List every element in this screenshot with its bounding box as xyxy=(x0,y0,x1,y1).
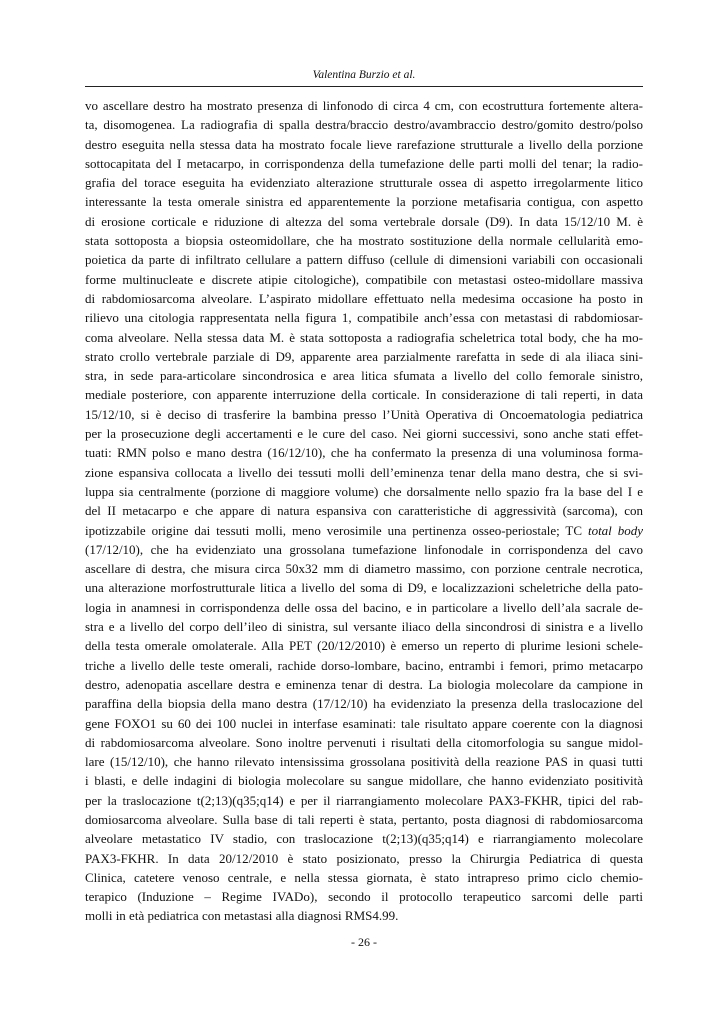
text-segment: mediale posteriore, con apparente interruzione della corticale. In considerazione di tali reperti, in data xyxy=(85,387,643,403)
text-segment: per la traslocazione t(2;13)(q35;q14) e per il riarrangiamento molecolare PAX3-FKHR, tipici del rab- xyxy=(85,792,643,808)
text-line xyxy=(85,521,643,540)
text-segment: interessante la testa omerale sinistra ed apparentemente la porzione metafisaria contigua, con aspetto xyxy=(85,194,643,210)
text-line xyxy=(85,443,643,462)
text-segment: per la prosecuzione degli accertamenti e le cure del caso. Nei giorni successivi, sono anche stati effet- xyxy=(85,426,643,442)
text-segment: ta, disomogenea. La radiografia di spalla destra/braccio destro/avambraccio destro/gomito destro/polso xyxy=(85,117,643,133)
text-line xyxy=(85,96,643,115)
text-segment: paraffina della biopsia della mano destra (17/12/10) ha evidenziato la presenza della traslocazione del xyxy=(85,696,643,712)
text-segment: ascellare di destra, che misura circa 50x32 mm di diametro massimo, con porzione centrale necrotica, xyxy=(85,561,643,577)
text-line xyxy=(85,829,643,848)
text-line xyxy=(85,501,643,520)
text-segment: domiosarcoma alveolare. Sulla base di tali reperti è stata, pertanto, posta diagnosi di rabdomiosarcoma xyxy=(85,811,643,827)
text-line xyxy=(85,424,643,443)
text-segment: Clinica, catetere venoso centrale, e nella stessa giornata, è stato intrapreso primo ciclo chemio- xyxy=(85,869,643,885)
text-segment: molli in età pediatrica con metastasi alla diagnosi RMS4.99. xyxy=(85,908,399,924)
text-segment: stra, in sede para-articolare sincondrosica e area litica sfumata a livello del collo femorale sinistro, xyxy=(85,368,643,384)
text-line xyxy=(85,617,643,636)
text-line xyxy=(85,115,643,134)
text-segment: ipotizzabile origine dai tessuti molli, meno verosimile una pertinenza osseo-periostale; TC xyxy=(85,522,588,538)
text-line xyxy=(85,482,643,501)
text-line xyxy=(85,887,643,906)
text-segment: stata sottoposta a biopsia osteomidollare, che ha mostrato sostituzione della normale cellularità emo- xyxy=(85,233,643,249)
text-segment: di rabdomiosarcoma alveolare. Sono inoltre pervenuti i risultati della citomorfologia su sangue midol- xyxy=(85,734,643,750)
header-divider xyxy=(85,86,643,87)
text-segment: del II metacarpo e che appare di natura espansiva con caratteristiche di aggressività (sarcoma), con xyxy=(85,503,643,519)
text-line xyxy=(85,405,643,424)
text-segment: destro eseguita nella stessa data ha mostrato focale lieve rarefazione strutturale a livello della porzione xyxy=(85,136,643,152)
text-segment: (17/12/10), che ha evidenziato una grossolana tumefazione linfonodale in corrispondenza del cavo xyxy=(85,541,643,557)
text-line xyxy=(85,752,643,771)
text-segment: sottocapitata del I metacarpo, in corrispondenza della tumefazione delle parti molli del tenar; la radio- xyxy=(85,155,643,171)
text-segment: stra e a livello del corpo dell’ileo di sinistra, sul versante iliaco della sincondrosi di sinistra e a livello xyxy=(85,619,643,635)
text-segment: forme multinucleate e discrete atipie citologiche), compatibile con metastasi osteo-midollare massiva xyxy=(85,271,643,287)
text-line xyxy=(85,694,643,713)
text-segment: alveolare metastatico IV stadio, con traslocazione t(2;13)(q35;q14) e riarrangiamento molecolare xyxy=(85,831,643,847)
text-segment: tuati: RMN polso e mano destra (16/12/10), che ha confermato la presenza di una voluminosa forma- xyxy=(85,445,643,461)
body-paragraph xyxy=(85,96,643,926)
text-segment: di rabdomiosarcoma alveolare. L’aspirato midollare effettuato nella medesima occasione ha posto in xyxy=(85,290,643,306)
text-line xyxy=(85,308,643,327)
text-segment: rilievo una citologia rappresentata nella figura 1, compatibile anch’essa con metastasi di rabdomiosar- xyxy=(85,310,643,326)
text-segment: destro, adenopatia ascellare destra e eminenza tenar di destra. La biologia molecolare da campione in xyxy=(85,676,643,692)
text-line xyxy=(85,463,643,482)
text-line xyxy=(85,250,643,269)
text-line xyxy=(85,906,643,925)
text-line xyxy=(85,540,643,559)
text-segment: vo ascellare destro ha mostrato presenza di linfonodo di circa 4 cm, con ecostruttura fortemente altera- xyxy=(85,98,643,113)
text-line xyxy=(85,675,643,694)
text-line xyxy=(85,771,643,790)
text-segment: poietica da parte di infiltrato cellulare a pattern diffuso (cellule di dimensioni variabili con occasionali xyxy=(85,252,643,268)
text-segment: grafia del torace eseguita ha evidenziato alterazione strutturale ossea di aspetto irregolarmente litico xyxy=(85,175,643,191)
text-segment: luppa sia centralmente (porzione di maggiore volume) che dorsalmente nello spazio fra la base del I e xyxy=(85,483,643,499)
text-segment: i blasti, e delle indagini di biologia molecolare su sangue midollare, che hanno evidenziato positività xyxy=(85,773,643,789)
text-segment: triche a livello delle teste omerali, rachide dorso-lombare, bacino, entrambi i femori, primo metacarpo xyxy=(85,657,643,673)
text-segment: gene FOXO1 su 60 dei 100 nuclei in interfase esaminati: tale risultato appare coerente con la diagnosi xyxy=(85,715,643,731)
text-line xyxy=(85,173,643,192)
text-line xyxy=(85,154,643,173)
text-line xyxy=(85,868,643,887)
text-line xyxy=(85,849,643,868)
text-line xyxy=(85,231,643,250)
text-line xyxy=(85,385,643,404)
text-segment: logia in anamnesi in corrispondenza delle ossa del bacino, e in particolare a livello dell’ala sacrale de- xyxy=(85,599,643,615)
text-line xyxy=(85,366,643,385)
text-line xyxy=(85,135,643,154)
text-line xyxy=(85,270,643,289)
text-line xyxy=(85,192,643,211)
text-segment: 15/12/10, si è deciso di trasferire la bambina presso l’Unità Operativa di Oncoematologia pediatrica xyxy=(85,406,643,422)
running-header: Valentina Burzio et al. xyxy=(312,69,416,81)
text-line xyxy=(85,598,643,617)
text-line xyxy=(85,791,643,810)
text-line xyxy=(85,212,643,231)
italic-text: total body xyxy=(587,522,643,538)
text-line xyxy=(85,328,643,347)
text-segment: PAX3-FKHR. In data 20/12/2010 è stato posizionato, presso la Chirurgia Pediatrica di questa xyxy=(85,850,643,866)
text-segment: di erosione corticale e riduzione di altezza del soma vertebrale dorsale (D9). In data 15/12/10 M. è xyxy=(85,213,643,229)
text-line xyxy=(85,559,643,578)
text-line xyxy=(85,636,643,655)
text-segment: terapico (Induzione – Regime IVADo), secondo il protocollo terapeutico sarcomi delle parti xyxy=(85,889,643,905)
text-line xyxy=(85,347,643,366)
text-segment: strato crollo vertebrale parziale di D9, apparente area parzialmente rarefatta in sede di ala iliaca sini- xyxy=(85,348,643,364)
text-line xyxy=(85,289,643,308)
page-number: - 26 - xyxy=(351,935,377,949)
text-line xyxy=(85,733,643,752)
text-segment: coma alveolare. Nella stessa data M. è stata sottoposta a radiografia scheletrica total body, che ha mo- xyxy=(85,329,643,345)
text-segment: zione espansiva collocata a livello dei tessuti molli dell’eminenza tenar della mano destra, che si svi- xyxy=(85,464,643,480)
text-line xyxy=(85,578,643,597)
text-segment: della testa omerale omolaterale. Alla PET (20/12/2010) è emerso un reperto di plurime lesioni schele- xyxy=(85,638,643,654)
text-segment: una alterazione morfostrutturale litica a livello del soma di D9, e localizzazioni scheletriche della pato- xyxy=(85,580,643,596)
text-line xyxy=(85,714,643,733)
text-segment: lare (15/12/10), che hanno rilevato intensissima grossolana positività della reazione PAS in quasi tutti xyxy=(85,754,643,770)
text-line xyxy=(85,656,643,675)
text-line xyxy=(85,810,643,829)
